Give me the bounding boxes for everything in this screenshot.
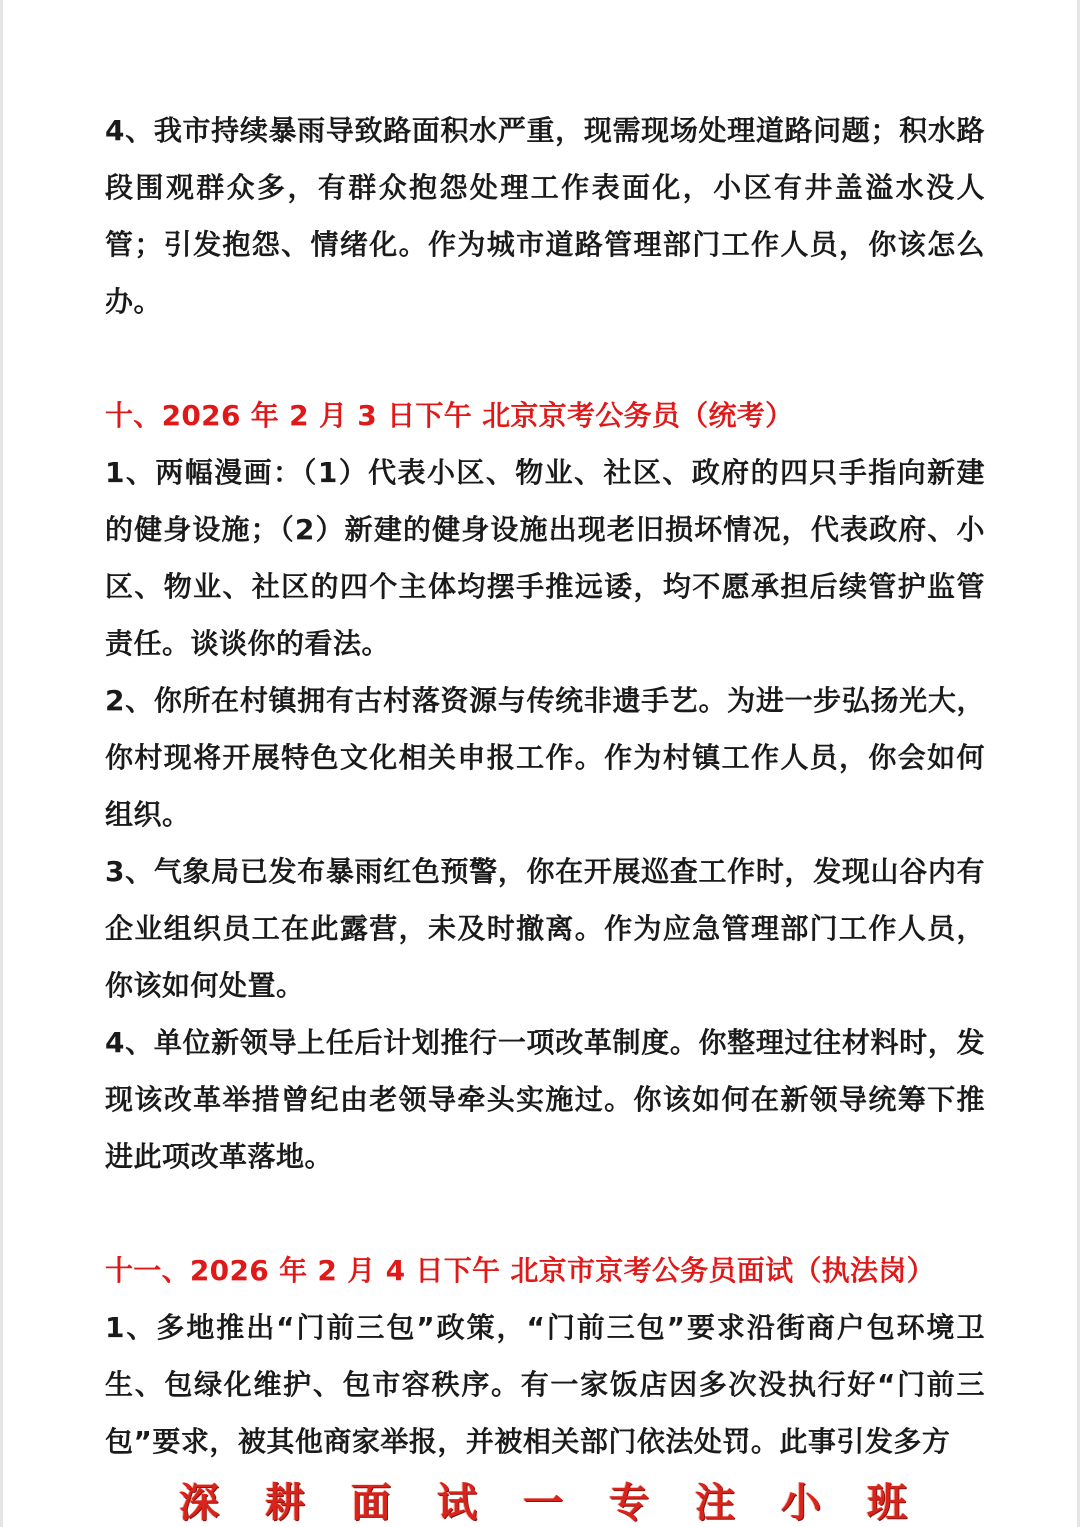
question-10-3: 3、气象局已发布暴雨红色预警，你在开展巡查工作时，发现山谷内有企业组织员工在此露营，未及时撤离。作为应急管理部门工作人员，你该如何处置。 [105,855,985,1002]
question-9-4: 4、我市持续暴雨导致路面积水严重，现需现场处理道路问题；积水路段围观群众多，有群众抱怨处理工作表面化，小区有井盖溢水没人管；引发抱怨、情绪化。作为城市道路管理部门工作人员，你该怎么办。 [105,114,985,318]
document-content [105,102,985,1470]
question-10-2: 2、你所在村镇拥有古村落资源与传统非遗手艺。为进一步弘扬光大，你村现将开展特色文化相关申报工作。作为村镇工作人员，你会如何组织。 [105,684,985,831]
section-11-heading: 十一、2026 年 2 月 4 日下午 北京市京考公务员面试（执法岗） [105,1254,935,1287]
section-spacer [105,1185,985,1242]
question-10-4: 4、单位新领导上任后计划推行一项改革制度。你整理过往材料时，发现该改革举措曾纪由老领导牵头实施过。你该如何在新领导统筹下推进此项改革落地。 [105,1026,985,1173]
section-10-heading: 十、2026 年 2 月 3 日下午 北京京考公务员（统考） [105,399,794,432]
section-spacer [105,330,985,387]
footer-slogan: 深耕面试一专注小班 [179,1479,953,1526]
question-10-1: 1、两幅漫画：（1）代表小区、物业、社区、政府的四只手指向新建的健身设施；（2）新建的健身设施出现老旧损坏情况，代表政府、小区、物业、社区的四个主体均摆手推远诿，均不愿承担后续管护监管责任。谈谈你的看法。 [105,456,985,660]
footer-banner [3,1478,1080,1527]
question-11-1: 1、多地推出“门前三包”政策，“门前三包”要求沿街商户包环境卫生、包绿化维护、包市容秩序。有一家饭店因多次没执行好“门前三包”要求，被其他商家举报，并被相关部门依法处罚。此事引发多方 [105,1311,985,1458]
